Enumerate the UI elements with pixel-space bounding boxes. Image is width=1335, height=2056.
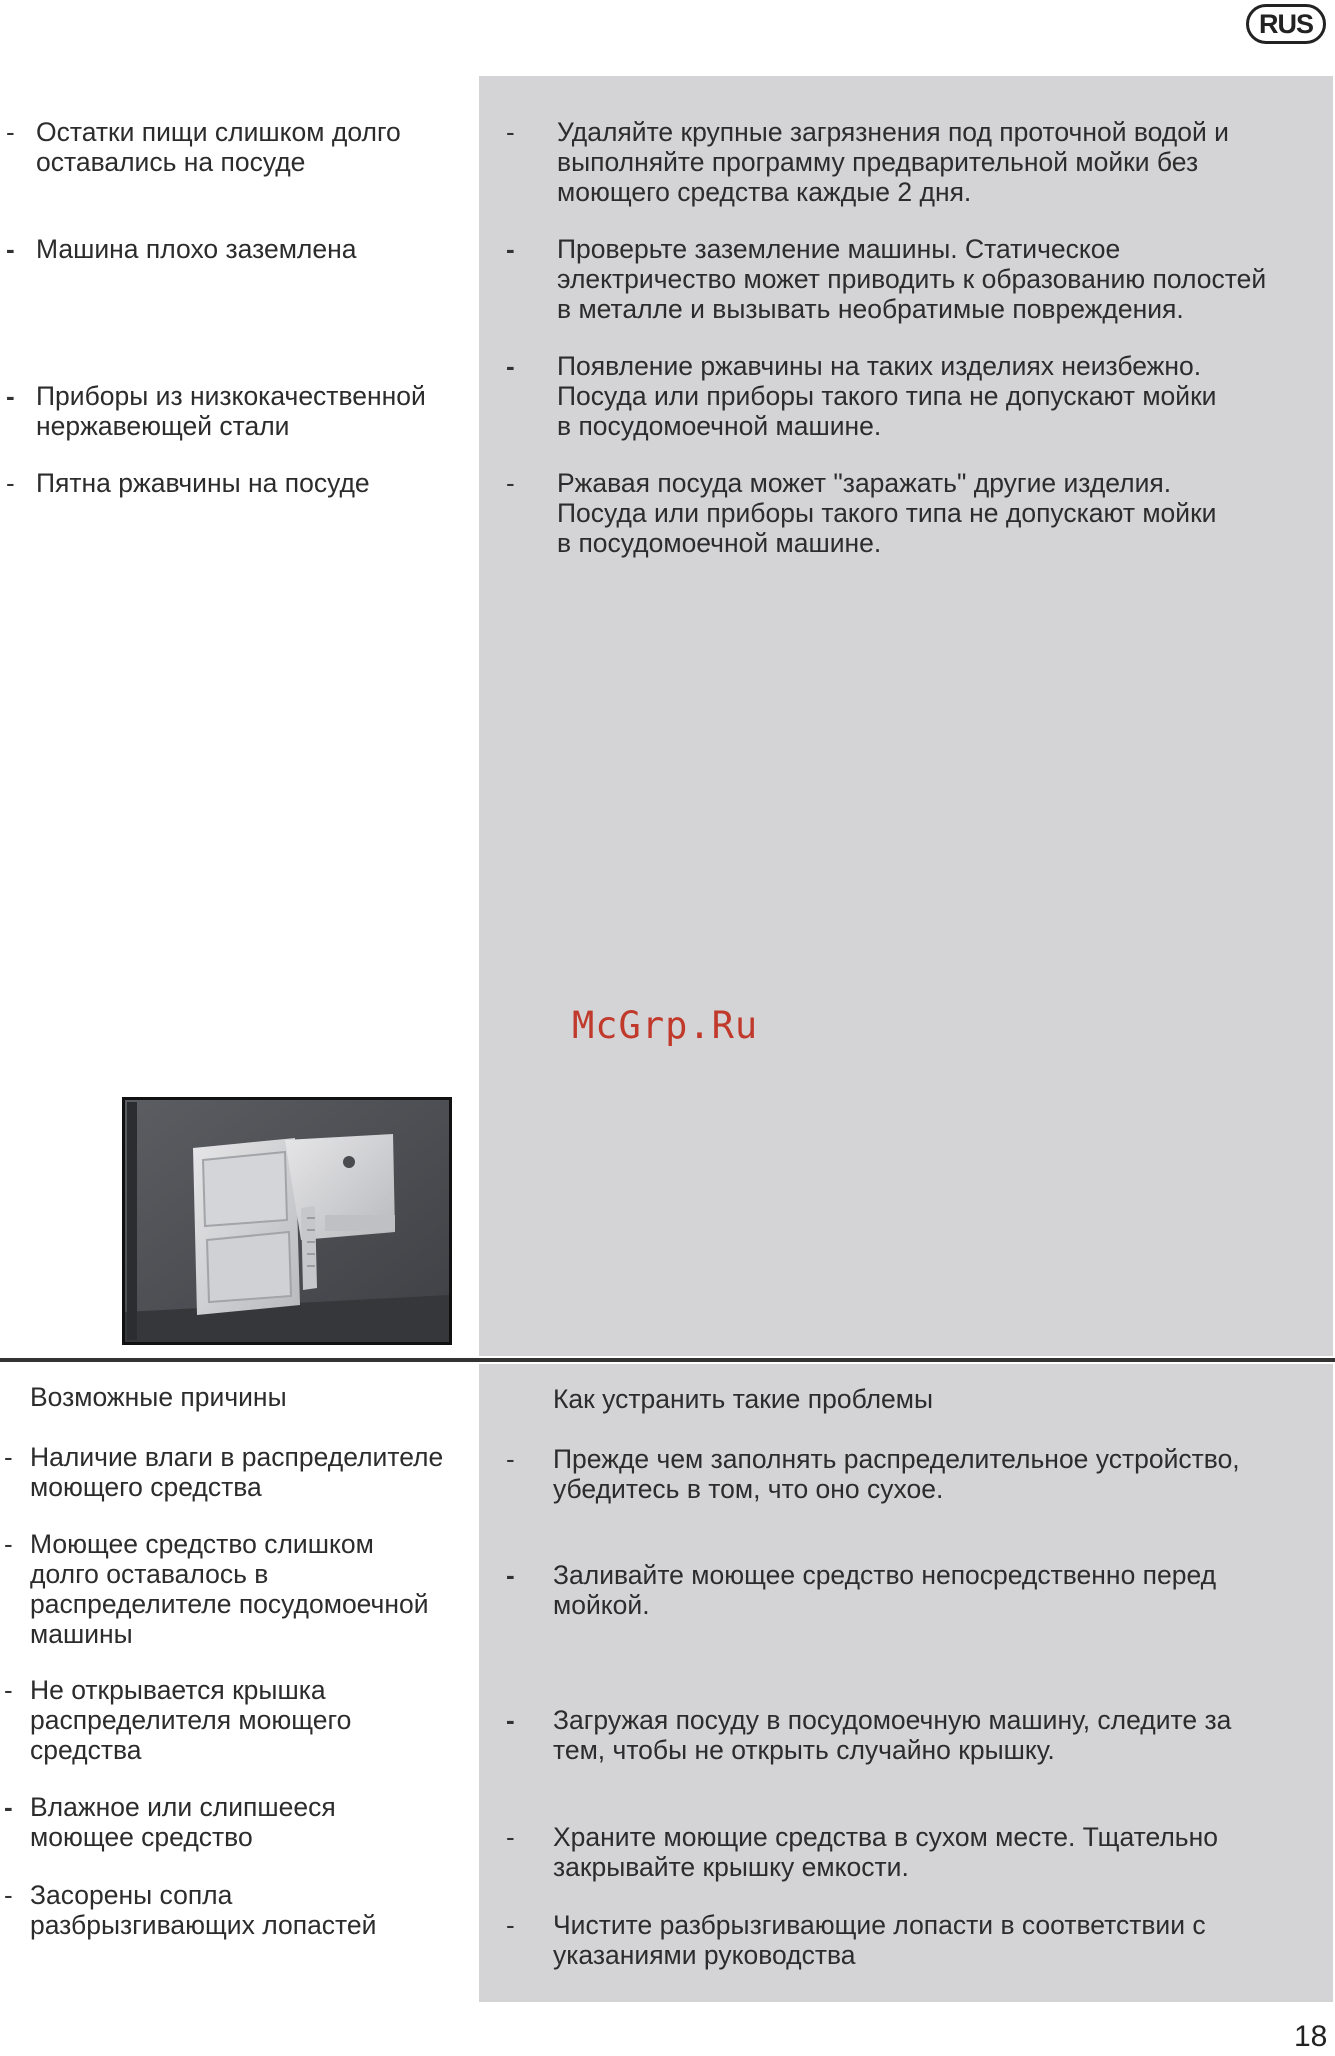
- bullet-dash: -: [506, 1444, 515, 1474]
- bullet-dash: -: [6, 234, 15, 264]
- cause-item: Не открывается крышка распределителя моющего средства: [30, 1675, 352, 1765]
- bullet-dash: -: [506, 234, 515, 264]
- remedy-item: Храните моющие средства в сухом месте. Тщательно закрывайте крышку емкости.: [553, 1822, 1218, 1882]
- bullet-dash: -: [506, 351, 515, 381]
- remedy-item: Удаляйте крупные загрязнения под проточной водой и выполняйте программу предварительной мойки без моющего средства каждые 2 дня.: [557, 117, 1229, 207]
- bullet-dash: -: [506, 1910, 515, 1940]
- remedies-heading: Как устранить такие проблемы: [553, 1384, 934, 1414]
- bullet-dash: -: [6, 468, 15, 498]
- bullet-dash: -: [4, 1529, 13, 1559]
- remedy-item: Прежде чем заполнять распределительное устройство, убедитесь в том, что оно сухое.: [553, 1444, 1240, 1504]
- remedy-item: Загружая посуду в посудомоечную машину, следите за тем, чтобы не открыть случайно крышку.: [553, 1705, 1232, 1765]
- bullet-dash: -: [4, 1792, 13, 1822]
- bullet-dash: -: [506, 1560, 515, 1590]
- remedy-item: Заливайте моющее средство непосредственно перед мойкой.: [553, 1560, 1217, 1620]
- causes-heading: Возможные причины: [30, 1382, 287, 1412]
- watermark: McGrp.Ru: [572, 1004, 759, 1047]
- cause-item: Машина плохо заземлена: [36, 234, 357, 264]
- bullet-dash: -: [6, 117, 15, 147]
- remedy-item: Чистите разбрызгивающие лопасти в соответствии с указаниями руководства: [553, 1910, 1206, 1970]
- cause-item: Остатки пищи слишком долго оставались на посуде: [36, 117, 401, 177]
- cause-item: Влажное или слипшееся моющее средство: [30, 1792, 336, 1852]
- bullet-dash: -: [4, 1442, 13, 1472]
- bullet-dash: -: [506, 468, 515, 498]
- bullet-dash: -: [506, 1705, 515, 1735]
- page-number: 18: [1294, 2020, 1328, 2053]
- bullet-dash: -: [4, 1675, 13, 1705]
- cause-item: Наличие влаги в распределителе моющего средства: [30, 1442, 444, 1502]
- detergent-dispenser-photo: [122, 1097, 452, 1345]
- cause-item: Пятна ржавчины на посуде: [36, 468, 370, 498]
- bullet-dash: -: [506, 1822, 515, 1852]
- bullet-dash: -: [4, 1880, 13, 1910]
- language-badge: RUS: [1246, 4, 1326, 44]
- cause-item: Засорены сопла разбрызгивающих лопастей: [30, 1880, 377, 1940]
- remedy-item: Ржавая посуда может "заражать" другие изделия. Посуда или приборы такого типа не допускают мойки в посудомоечной машине.: [557, 468, 1217, 558]
- bullet-dash: -: [506, 117, 515, 147]
- cause-item: Приборы из низкокачественной нержавеющей стали: [36, 381, 426, 441]
- bullet-dash: -: [6, 381, 15, 411]
- cause-item: Моющее средство слишком долго оставалось в распределителе посудомоечной машины: [30, 1529, 429, 1649]
- remedy-item: Проверьте заземление машины. Статическое электричество может приводить к образованию полостей в металле и вызывать необратимые повреждения.: [557, 234, 1267, 324]
- section-divider: [0, 1358, 1335, 1362]
- remedy-item: Появление ржавчины на таких изделиях неизбежно. Посуда или приборы такого типа не допускают мойки в посудомоечной машине.: [557, 351, 1217, 441]
